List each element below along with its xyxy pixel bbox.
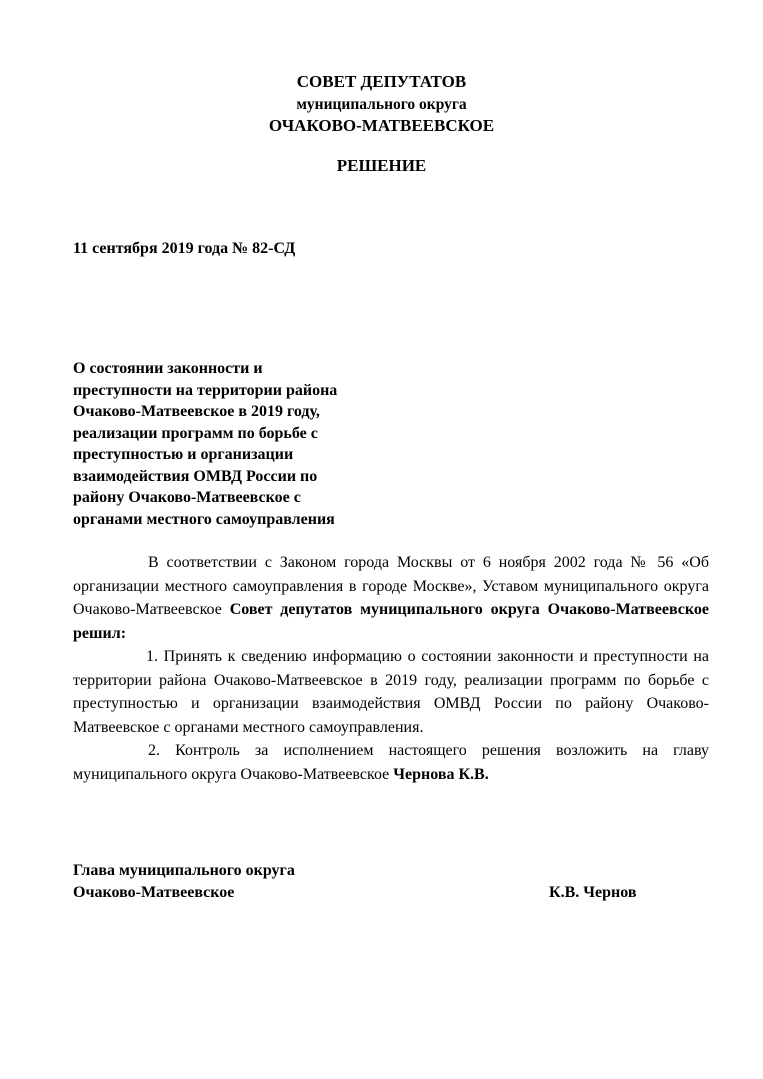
item-2-name: Чернова К.В. <box>393 765 489 783</box>
decision-subject <box>73 358 383 530</box>
decision-body <box>73 551 709 786</box>
subject-line: преступности на территории района <box>73 381 338 399</box>
item-2 <box>73 739 709 786</box>
date-and-number: 11 сентября 2019 года № 82-СД <box>73 240 296 257</box>
district-name: ОЧАКОВО-МАТВЕЕВСКОЕ <box>268 116 495 135</box>
signature-name: К.В. Чернов <box>549 884 637 901</box>
subject-line: реализации программ по борьбе с <box>73 424 318 442</box>
subject-line: О состоянии законности и <box>73 360 263 377</box>
signature-title-line1: Глава муниципального округа <box>73 862 295 879</box>
preamble-paragraph <box>73 551 709 645</box>
preamble-text: В соответствии с Законом города Москвы от 6 ноября 2002 года № 56 «Об организации местного самоуправления в городе Москве», Уставом муниципального округа Очаково-Матвеевское <box>73 554 709 618</box>
document-type: РЕШЕНИЕ <box>336 156 427 175</box>
subject-line: преступностью и организации <box>73 446 294 463</box>
subject-line: взаимодействия ОМВД России по <box>73 467 318 485</box>
item-2-text: 2. Контроль за исполнением настоящего решения возложить на главу муниципального округа Очаково-Матвеевское <box>73 742 709 783</box>
subject-line: органами местного самоуправления <box>73 510 335 528</box>
subject-line: району Очаково-Матвеевское с <box>73 489 301 506</box>
signature-title-line2: Очаково-Матвеевское <box>73 884 235 901</box>
subject-line: Очаково-Матвеевское в 2019 году, <box>73 403 320 420</box>
preamble-resolution: Совет депутатов муниципального округа Очаково-Матвеевское решил: <box>73 601 710 642</box>
district-line: муниципального округа <box>296 96 467 113</box>
council-title: СОВЕТ ДЕПУТАТОВ <box>296 72 467 91</box>
item-1: 1. Принять к сведению информацию о состоянии законности и преступности на территории района Очаково-Матвеевское в 2019 году, реализации программ по борьбе с преступностью и организации взаимодействия ОМВД России по району Очаково-Матвеевское с органами местного самоуправления. <box>73 648 709 736</box>
